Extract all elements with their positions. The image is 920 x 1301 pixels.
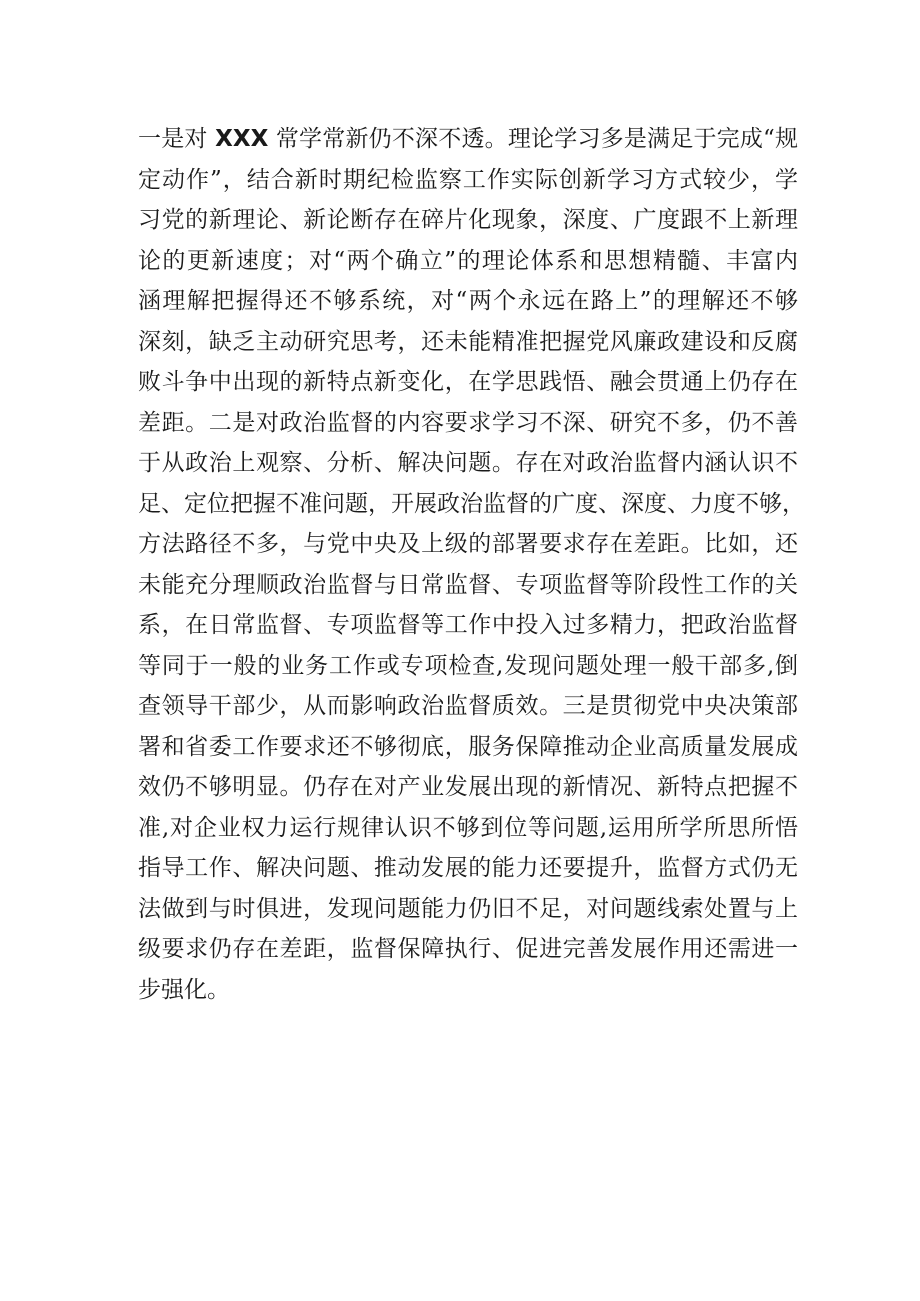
text-line-6: 深刻，缺乏主动研究思考，还未能精准把握党风廉政建设和反腐 [138, 328, 798, 355]
text-line-13: 系，在日常监督、专项监督等工作中投入过多精力，把政治监督 [138, 612, 798, 638]
text-line-15: 查领导干部少，从而影响政治监督质效。三是贯彻党中央决策部 [138, 693, 798, 719]
text-line-5: 涵理解把握得还不够系统，对“两个永远在路上”的理解还不够 [138, 288, 798, 314]
text-line-8: 差距。二是对政治监督的内容要求学习不深、研究不多，仍不善 [138, 409, 798, 436]
text-line-19: 指导工作、解决问题、推动发展的能力还要提升，监督方式仍无 [138, 855, 798, 881]
text-line-21: 级要求仍存在差距，监督保障执行、促进完善发展作用还需进一 [138, 936, 798, 962]
text-line-18: 准,对企业权力运行规律认识不够到位等问题,运用所学所思所悟 [138, 814, 798, 841]
text-line-11: 方法路径不多，与党中央及上级的部署要求存在差距。比如，还 [138, 531, 798, 557]
line-1-suffix: 常学常新仍不深不透。理论学习多是满足于完成“规 [268, 126, 799, 152]
text-line-1 [138, 119, 798, 160]
line-1-prefix: 一是对 [138, 126, 216, 152]
text-line-16: 署和省委工作要求还不够彻底，服务保障推动企业高质量发展成 [138, 733, 798, 760]
text-line-4: 论的更新速度；对“两个确立”的理论体系和思想精髓、丰富内 [138, 247, 798, 274]
text-line-10: 足、定位把握不准问题，开展政治监督的广度、深度、力度不够， [138, 490, 805, 517]
text-line-2: 定动作”，结合新时期纪检监察工作实际创新学习方式较少，学 [138, 166, 798, 193]
text-line-22: 步强化。 [138, 976, 230, 1003]
placeholder-xxx: XXX [215, 126, 269, 152]
text-line-7: 败斗争中出现的新特点新变化，在学思践悟、融会贯通上仍存在 [138, 369, 798, 395]
text-line-3: 习党的新理论、新论断存在碎片化现象，深度、广度跟不上新理 [138, 207, 798, 233]
text-line-17: 效仍不够明显。仍存在对产业发展出现的新情况、新特点把握不 [138, 774, 798, 800]
body-paragraph [138, 119, 805, 1010]
text-line-12: 未能充分理顺政治监督与日常监督、专项监督等阶段性工作的关 [138, 571, 798, 598]
text-line-9: 于从政治上观察、分析、解决问题。存在对政治监督内涵认识不 [138, 450, 798, 476]
text-line-14: 等同于一般的业务工作或专项检查,发现问题处理一般干部多,倒 [138, 652, 798, 679]
text-line-20: 法做到与时俱进，发现问题能力仍旧不足，对问题线索处置与上 [138, 895, 798, 922]
